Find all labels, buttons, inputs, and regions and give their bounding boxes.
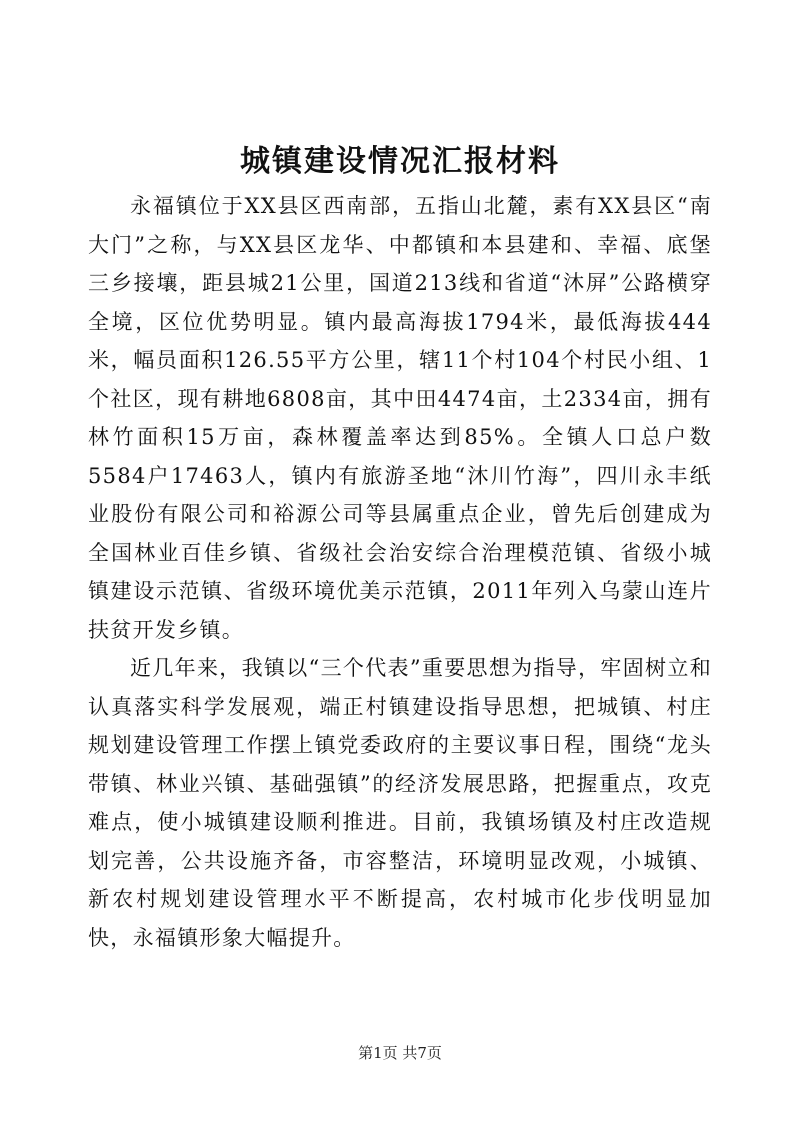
paragraph-intro: 永福镇位于XX县区西南部，五指山北麓，素有XX县区“南大门”之称，与XX县区龙华、中都镇和本县建和、幸福、底堡三乡接壤，距县城21公里，国道213线和省道“沐屏”公路横穿全境，区位优势明显。镇内最高海拔1794米，最低海拔444米，幅员面积126.55平方公里，辖11个村104个村民小组、1个社区，现有耕地6808亩，其中田4474亩，土2334亩，拥有林竹面积15万亩，森林覆盖率达到85%。全镇人口总户数5584户17463人，镇内有旅游圣地“沐川竹海”，四川永丰纸业股份有限公司和裕源公司等县属重点企业，曾先后创建成为全国林业百佳乡镇、省级社会治安综合治理模范镇、省级小城镇建设示范镇、省级环境优美示范镇，2011年列入乌蒙山连片扶贫开发乡镇。 xyxy=(88,194,712,642)
document-title: 城镇建设情况汇报材料 xyxy=(240,144,560,179)
page-number-footer: 第1页 共7页 xyxy=(358,1044,442,1062)
paragraph-development: 近几年来，我镇以“三个代表”重要思想为指导，牢固树立和认真落实科学发展观，端正村镇建设指导思想，把城镇、村庄规划建设管理工作摆上镇党委政府的主要议事日程，围绕“龙头带镇、林业兴镇、基础强镇”的经济发展思路，把握重点，攻克难点，使小城镇建设顺利推进。目前，我镇场镇及村庄改造规划完善，公共设施齐备，市容整洁，环境明显改观，小城镇、新农村规划建设管理水平不断提高，农村城市化步伐明显加快，永福镇形象大幅提升。 xyxy=(88,656,712,950)
